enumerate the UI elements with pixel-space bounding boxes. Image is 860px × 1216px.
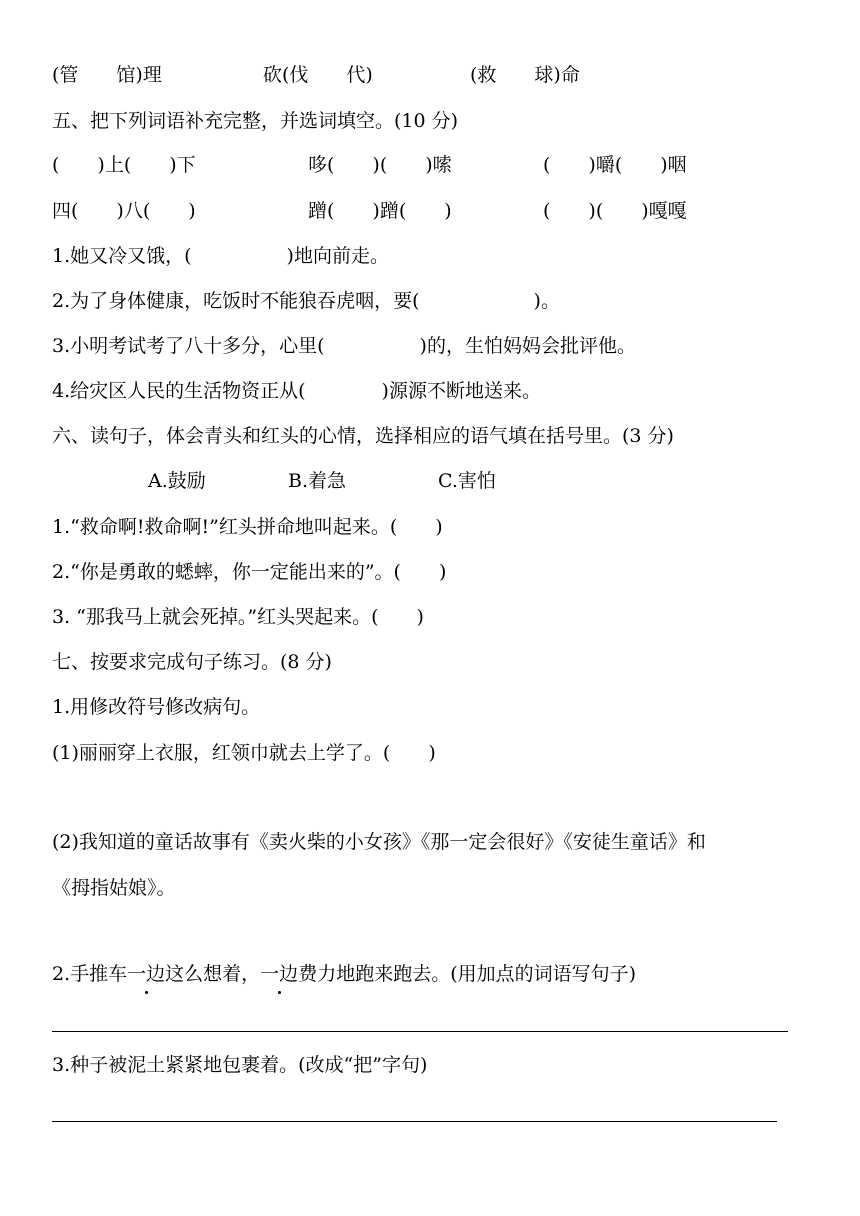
section-5-title: 五、把下列词语补充完整，并选词填空。(10 分) bbox=[52, 110, 459, 132]
answer-line-2[interactable] bbox=[52, 1121, 777, 1122]
section-6-title: 六、读句子，体会青头和红头的心情，选择相应的语气填在括号里。(3 分) bbox=[52, 425, 674, 447]
section-7-title: 七、按要求完成句子练习。(8 分) bbox=[52, 651, 332, 673]
question-2: 2.手推车一边这么想着，一边费力地跑来跑去。(用加点的词语写句子) bbox=[52, 963, 637, 985]
tone-sentence-2: 2.“你是勇敢的蟋蟀，你一定能出来的”。( ) bbox=[52, 561, 447, 583]
idiom-blank: 哆( )( )嗦 bbox=[308, 154, 452, 176]
question-1-part-2: (2)我知道的童话故事有《卖火柴的小女孩》《那一定会很好》《安徒生童话》和 bbox=[52, 831, 706, 853]
word-choice-2: 砍(伐 代) bbox=[263, 64, 373, 86]
fill-sentence-4: 4.给灾区人民的生活物资正从( )源源不断地送来。 bbox=[52, 380, 541, 402]
idiom-blank: 蹭( )蹭( ) bbox=[308, 200, 452, 222]
tone-sentence-3: 3. “那我马上就会死掉。”红头哭起来。( ) bbox=[52, 606, 424, 628]
option-c: C.害怕 bbox=[438, 470, 496, 492]
dotted-word-1: 一边 bbox=[127, 963, 166, 985]
fill-sentence-2: 2.为了身体健康，吃饭时不能狼吞虎咽，要( )。 bbox=[52, 290, 560, 312]
idiom-blank: ( )( )嘎嘎 bbox=[543, 200, 687, 222]
fill-sentence-3: 3.小明考试考了八十多分，心里( )的，生怕妈妈会批评他。 bbox=[52, 335, 636, 357]
option-a: A.鼓励 bbox=[148, 470, 206, 492]
idiom-blank: ( )嚼( )咽 bbox=[543, 154, 687, 176]
tone-sentence-1: 1.“救命啊!救命啊!”红头拼命地叫起来。( ) bbox=[52, 516, 443, 538]
question-1: 1.用修改符号修改病句。 bbox=[52, 696, 261, 718]
fill-sentence-1: 1.她又冷又饿，( )地向前走。 bbox=[52, 245, 389, 267]
word-choice-3: (救 球)命 bbox=[470, 64, 580, 86]
question-1-part-1: (1)丽丽穿上衣服，红领巾就去上学了。( ) bbox=[52, 742, 436, 764]
option-b: B.着急 bbox=[288, 470, 347, 492]
question-3: 3.种子被泥土紧紧地包裹着。(改成“把”字句) bbox=[52, 1054, 428, 1076]
idiom-blank: 四( )八( ) bbox=[52, 200, 196, 222]
word-choice-1: (管 馆)理 bbox=[52, 64, 162, 86]
question-1-part-2-cont: 《拇指姑娘》。 bbox=[52, 877, 176, 899]
answer-line-1[interactable] bbox=[52, 1031, 788, 1032]
idiom-blank: ( )上( )下 bbox=[52, 154, 196, 176]
dotted-word-2: 一边 bbox=[260, 963, 299, 985]
